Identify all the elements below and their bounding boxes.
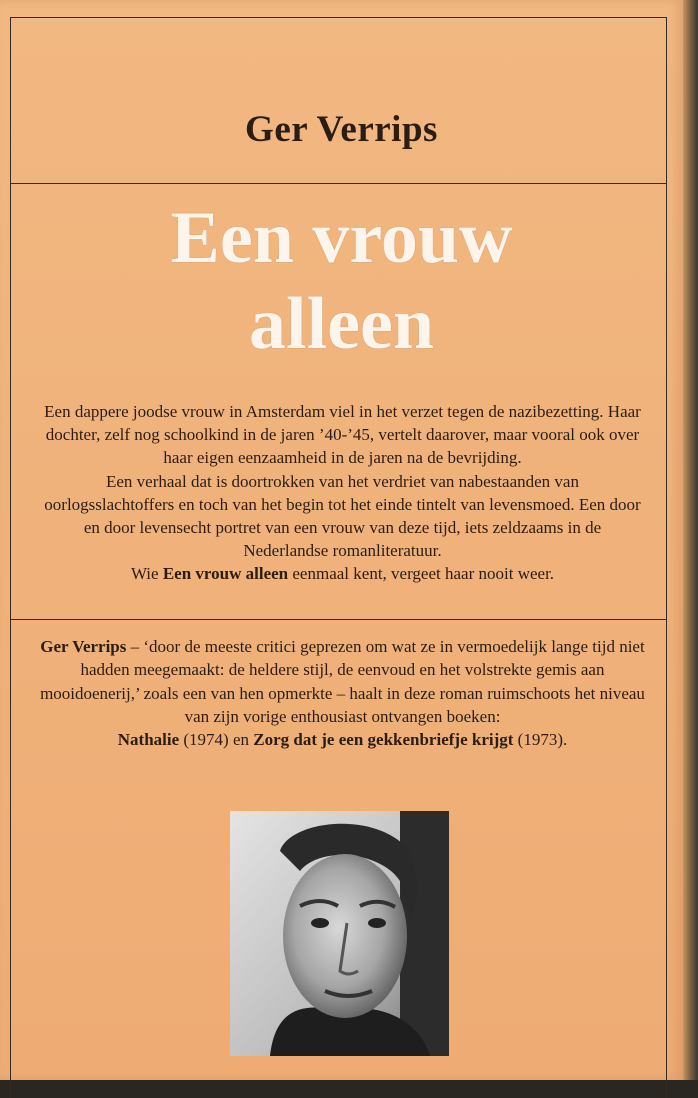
book-title <box>0 195 683 367</box>
author-name: Ger Verrips <box>245 109 438 150</box>
book-edge <box>683 0 698 1080</box>
bio-paragraph <box>30 635 655 751</box>
blurb <box>40 400 645 586</box>
title-line-2: alleen <box>249 283 434 365</box>
bio-book-1: Nathalie <box>117 730 180 750</box>
bio-book-2-year: (1973). <box>513 730 568 750</box>
blurb-text: Wie <box>130 564 163 584</box>
author-photo <box>230 811 449 1056</box>
bio-author-name: Ger Verrips <box>40 637 127 656</box>
bio-text: – ‘door de meeste critici geprezen om wat ze in vermoedelijk lange tijd niet hadden meegemaakt: de heldere stijl, de eenvoud en het volstrekte gemis aan mooidoenerij,’ zoals een van hen opmerkte – haalt in deze roman ruimschoots het niveau van zijn vorige enthousiast ontvangen boeken: <box>40 637 645 726</box>
blurb-paragraph-2: Een verhaal dat is doortrokken van het verdriet van nabestaanden van oorlogsslachtoffers en toch van het begin tot het einde tintelt van levensmoed. Een door en door levensecht portret van een vrouw van deze tijd, iets zeldzaams in de Nederlandse romanliteratuur. <box>44 471 641 561</box>
divider-middle <box>10 619 666 620</box>
author-bio <box>30 635 655 751</box>
bio-book-2: Zorg dat je een gekkenbriefje krijgt <box>253 730 514 750</box>
bio-book-1-year: (1974) en <box>179 730 254 750</box>
blurb-paragraph-3 <box>40 562 645 585</box>
blurb-title-mention: Een vrouw alleen <box>162 564 289 584</box>
title-line-1: Een vrouw <box>170 197 513 279</box>
blurb-text: eenmaal kent, vergeet haar nooit weer. <box>288 564 555 584</box>
divider-top <box>10 183 666 184</box>
blurb-paragraph-1: Een dappere joodse vrouw in Amsterdam viel in het verzet tegen de nazibezetting. Haar dochter, zelf nog schoolkind in de jaren ’40-’45, vertelt daarover, maar vooral ook over haar eigen eenzaamheid in de jaren na de bevrijding. <box>44 402 641 468</box>
